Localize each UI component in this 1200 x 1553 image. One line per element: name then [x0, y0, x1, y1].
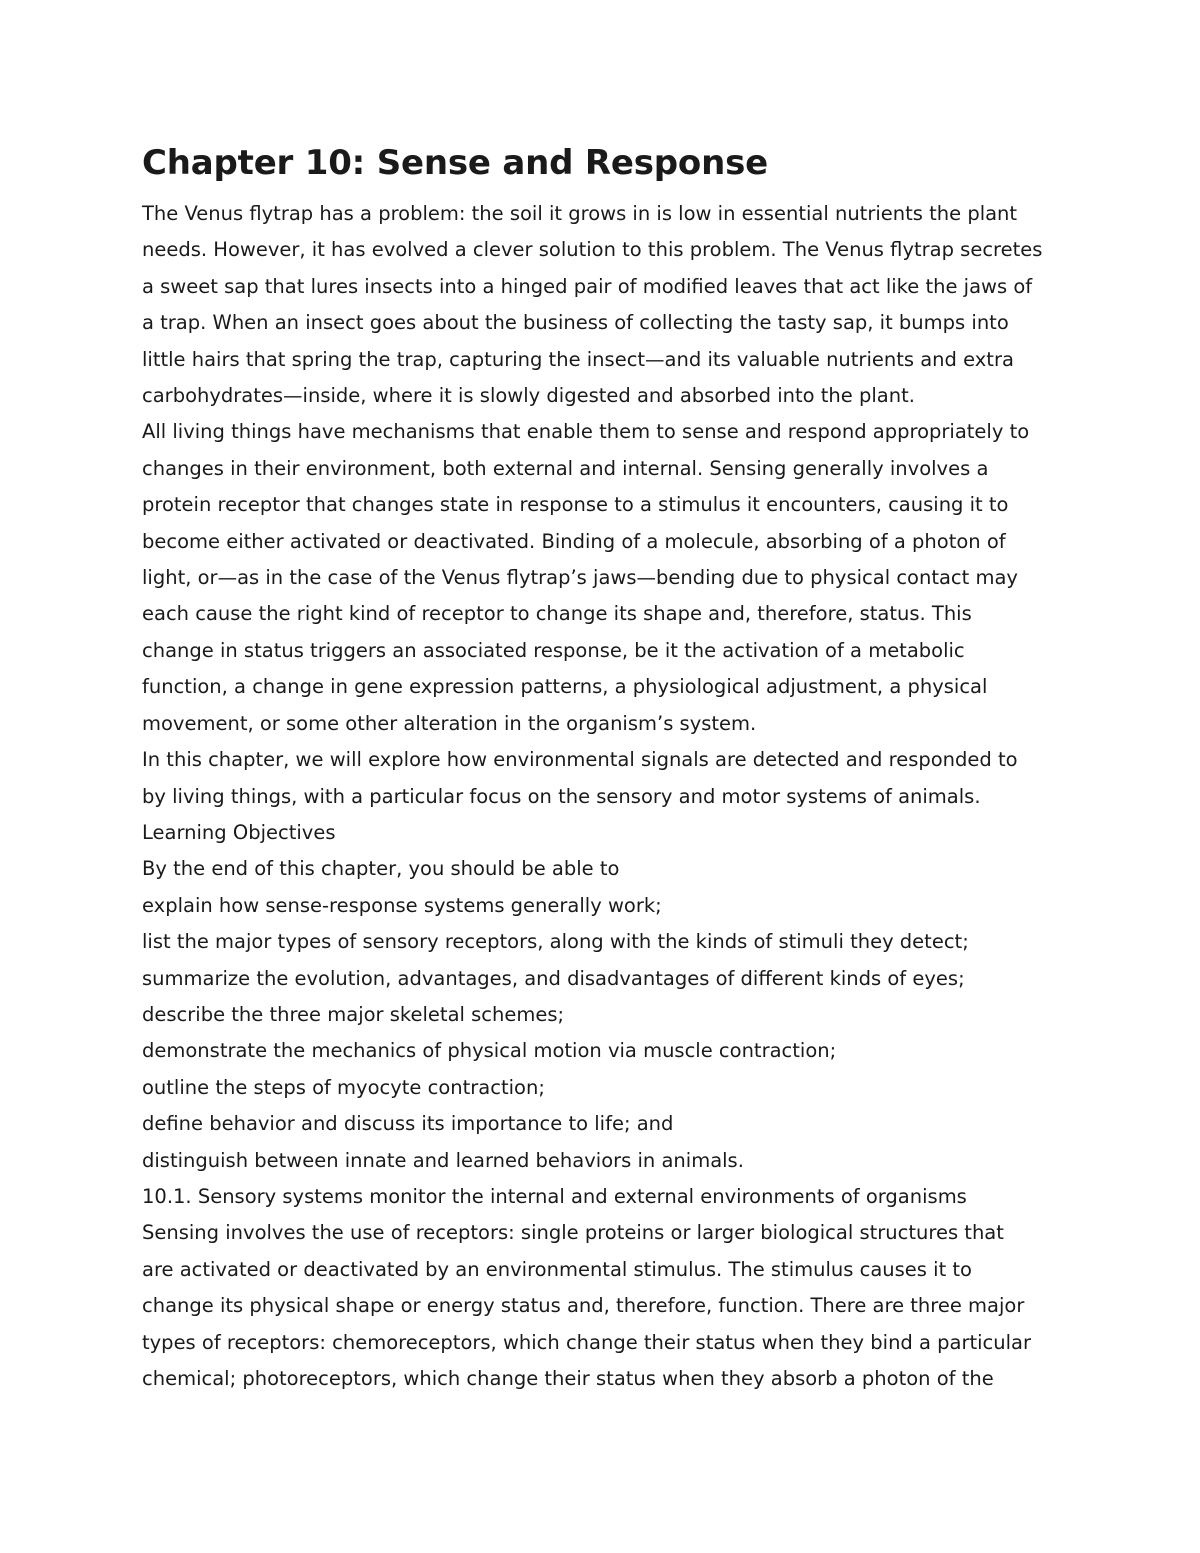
- text-line: All living things have mechanisms that enable them to sense and respond appropriately to: [142, 420, 1030, 444]
- text-line: protein receptor that changes state in response to a stimulus it encounters, causing it to: [142, 493, 1009, 517]
- text-line: explain how sense-response systems generally work;: [142, 893, 662, 917]
- text-line: By the end of this chapter, you should be able to: [142, 857, 620, 881]
- chapter-title: Chapter 10: Sense and Response: [142, 143, 768, 183]
- text-line: The Venus flytrap has a problem: the soil it grows in is low in essential nutrients the plant: [142, 202, 1018, 225]
- text-line: list the major types of sensory receptors, along with the kinds of stimuli they detect;: [142, 930, 969, 954]
- text-line: change in status triggers an associated response, be it the activation of a metabolic: [142, 638, 965, 662]
- text-line: become either activated or deactivated. Binding of a molecule, absorbing of a photon of: [142, 529, 1006, 553]
- body-text: [142, 196, 1072, 1397]
- text-line: are activated or deactivated by an environmental stimulus. The stimulus causes it to: [142, 1257, 972, 1281]
- text-line: demonstrate the mechanics of physical motion via muscle contraction;: [142, 1039, 837, 1063]
- text-line: change its physical shape or energy status and, therefore, function. There are three major: [142, 1294, 1025, 1318]
- text-line: describe the three major skeletal schemes;: [142, 1002, 565, 1026]
- text-line: changes in their environment, both external and internal. Sensing generally involves a: [142, 456, 989, 480]
- text-line: Learning Objectives: [142, 820, 336, 844]
- text-line: 10.1. Sensory systems monitor the internal and external environments of organisms: [142, 1184, 967, 1208]
- text-line: movement, or some other alteration in the organism’s system.: [142, 711, 757, 735]
- text-line: define behavior and discuss its importance to life; and: [142, 1112, 674, 1136]
- text-line: a sweet sap that lures insects into a hinged pair of modified leaves that act like the jaws of: [142, 274, 1033, 298]
- text-line: In this chapter, we will explore how environmental signals are detected and responded to: [142, 748, 1018, 772]
- text-line: each cause the right kind of receptor to change its shape and, therefore, status. This: [142, 602, 972, 626]
- text-line: function, a change in gene expression patterns, a physiological adjustment, a physical: [142, 675, 988, 699]
- text-line: distinguish between innate and learned behaviors in animals.: [142, 1148, 744, 1172]
- text-line: types of receptors: chemoreceptors, which change their status when they bind a particular: [142, 1330, 1032, 1354]
- text-line: a trap. When an insect goes about the business of collecting the tasty sap, it bumps into: [142, 311, 1009, 335]
- text-line: little hairs that spring the trap, capturing the insect—and its valuable nutrients and extra: [142, 347, 1014, 371]
- text-line: Sensing involves the use of receptors: single proteins or larger biological structures that: [142, 1221, 1004, 1245]
- text-line: carbohydrates—inside, where it is slowly digested and absorbed into the plant.: [142, 384, 915, 408]
- text-line: light, or—as in the case of the Venus flytrap’s jaws—bending due to physical contact may: [142, 566, 1018, 590]
- text-line: outline the steps of myocyte contraction;: [142, 1075, 545, 1099]
- text-line: summarize the evolution, advantages, and disadvantages of different kinds of eyes;: [142, 966, 965, 990]
- text-line: chemical; photoreceptors, which change their status when they absorb a photon of the: [142, 1367, 994, 1390]
- text-line: by living things, with a particular focus on the sensory and motor systems of animals.: [142, 784, 981, 808]
- text-line: needs. However, it has evolved a clever solution to this problem. The Venus flytrap secretes: [142, 238, 1043, 262]
- document-page: [142, 140, 1072, 1397]
